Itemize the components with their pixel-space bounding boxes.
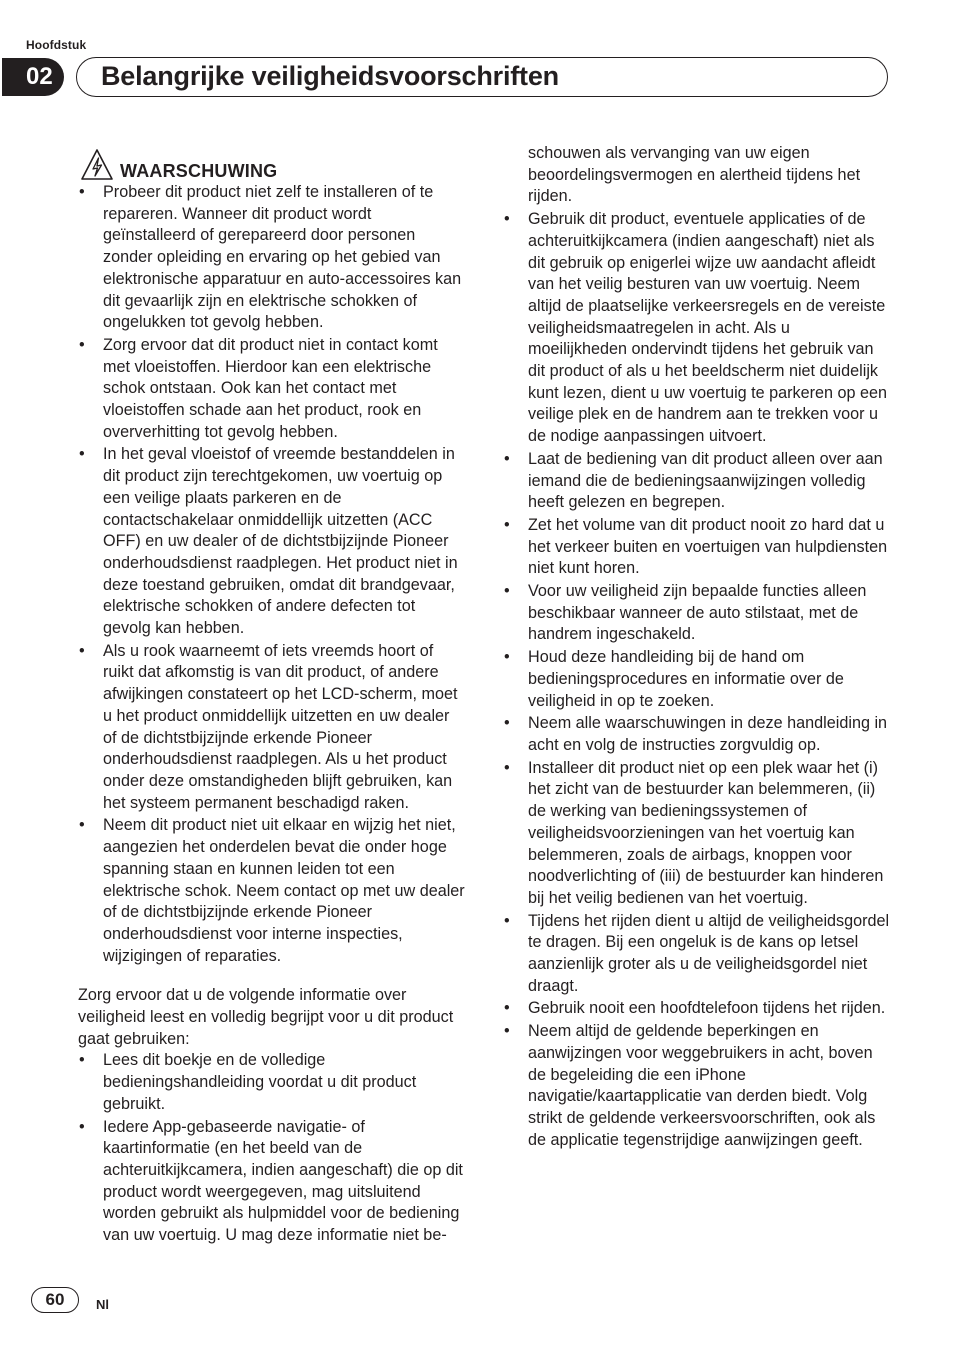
list-item: • Probeer dit product niet zelf te installeren of te repareren. Wanneer dit product wordt geïnstalleerd of gerepareerd door personen zonder opleiding en ervaring op het gebied van elektronische apparatuur en auto-accessoires kan dit gevaarlijk zijn en elektrische schokken of ongelukken tot gevolg hebben. [78,182,466,334]
list-item: • Als u rook waarneemt of iets vreemds hoort of ruikt dat afkomstig is van dit product, of andere afwijkingen constateert op het LCD-scherm, moet u het product onmiddellijk uitzetten en uw dealer of de dichtstbijzijnde erkende Pioneer onderhoudsdienst raadplegen. Als u het product onder deze omstandigheden blijft gebruiken, kan het systeem permanent beschadigd raken. [78,641,466,815]
list-item: • Houd deze handleiding bij de hand om bedieningsprocedures en informatie over de veiligheid in op te zoeken. [503,647,891,712]
chapter-title-box [76,57,888,97]
intro-paragraph: Zorg ervoor dat u de volgende informatie over veiligheid leest en volledig begrijpt voor u dit product gaat gebruiken: [78,986,454,1048]
warning-triangle-icon [80,148,114,182]
warning-title: WAARSCHUWING [120,161,278,181]
continued-text: schouwen als vervanging van uw eigen beoordelingsvermogen en alertheid tijdens het rijden. [528,144,861,206]
list-item: • Installeer dit product niet op een plek waar het (i) het zicht van de bestuurder kan belemmeren, (ii) de werking van bedieningssystemen of veiligheidsvoorzieningen van het voertuig kan belemmeren, zoals de airbags, knoppen voor noodverlichting of (iii) de bestuurder kan hinderen bij het veilig bedienen van het voertuig. [503,758,891,910]
safety-list-left [78,1050,466,1246]
page-number: 60 [31,1287,79,1313]
list-item: • Iedere App-gebaseerde navigatie- of kaartinformatie (en het beeld van de achteruitkijkcamera, indien aangeschaft) die op dit product wordt weergegeven, mag uitsluitend worden gebruikt als hulpmiddel voor de bediening van uw voertuig. U mag deze informatie niet be- [78,1117,466,1247]
chapter-label: Hoofdstuk [26,38,87,52]
list-item: • In het geval vloeistof of vreemde bestanddelen in dit product zijn terechtgekomen, uw voertuig op een veilige plaats parkeren en de contactschakelaar onmiddellijk uitzetten (ACC OFF) en uw dealer of de dichtstbijzijnde Pioneer onderhoudsdienst raadplegen. Het product niet in deze toestand gebruiken, omdat dit brandgevaar, elektrische schokken of andere defecten tot gevolg kan hebben. [78,444,466,639]
left-column [78,140,466,1248]
list-item: • Zet het volume van dit product nooit zo hard dat u het verkeer buiten en voertuigen van hulpdiensten niet kunt horen. [503,515,891,580]
list-item: • Gebruik dit product, eventuele applicaties of de achteruitkijkcamera (indien aangeschaft) niet als dit gebruik op enigerlei wijze uw aandacht afleidt van het veilig besturen van uw voertuig. Neem altijd de plaatselijke verkeersregels en de vereiste veiligheidsmaatregelen in acht. Als u moeilijkheden ondervindt tijdens het gebruik van dit product of als u het beeldscherm niet duidelijk kunt lezen, dient u uw voertuig te parkeren op een veilige plek en de handrem aan te trekken voor u de nodige aanpassingen uitvoert. [503,209,891,448]
right-column [503,143,891,1152]
warning-heading [80,140,466,182]
list-item: • Laat de bediening van dit product alleen over aan iemand die de bedieningsaanwijzingen volledig heeft gelezen en begrepen. [503,449,891,514]
language-code: Nl [96,1297,109,1312]
list-item: • Neem dit product niet uit elkaar en wijzig het niet, aangezien het onderdelen bevat die onder hoge spanning staan en kunnen leiden tot een elektrische schok. Neem contact op met uw dealer of de dichtstbijzijnde erkende Pioneer onderhoudsdienst voor interne inspecties, wijzigingen of reparaties. [78,815,466,967]
list-item: • Gebruik nooit een hoofdtelefoon tijdens het rijden. [503,998,891,1020]
list-item: • Neem alle waarschuwingen in deze handleiding in acht en volg de instructies zorgvuldig op. [503,713,891,756]
chapter-title: Belangrijke veiligheidsvoorschriften [101,61,559,91]
list-item: • Zorg ervoor dat dit product niet in contact komt met vloeistoffen. Hierdoor kan een elektrische schok ontstaan. Ook kan het contact met vloeistoffen schade aan het product, rook en oververhitting tot gevolg hebben. [78,335,466,444]
warning-list [78,182,466,967]
list-item: • Lees dit boekje en de volledige bedieningshandleiding voordat u dit product gebruikt. [78,1050,466,1115]
list-item: • Neem altijd de geldende beperkingen en aanwijzingen voor weggebruikers in acht, boven de begeleiding die een iPhone navigatie/kaartapplicatie van derden biedt. Volg strikt de geldende verkeersvoorschriften, ook als de applicatie tegenstrijdige aanwijzingen geeft. [503,1021,891,1151]
safety-list-right [503,209,891,1151]
chapter-number: 02 [2,58,64,96]
list-item: • Voor uw veiligheid zijn bepaalde functies alleen beschikbaar wanneer de auto stilstaat, met de handrem ingeschakeld. [503,581,891,646]
list-item: • Tijdens het rijden dient u altijd de veiligheidsgordel te dragen. Bij een ongeluk is de kans op letsel aanzienlijk groter als u de veiligheidsgordel niet draagt. [503,911,891,998]
